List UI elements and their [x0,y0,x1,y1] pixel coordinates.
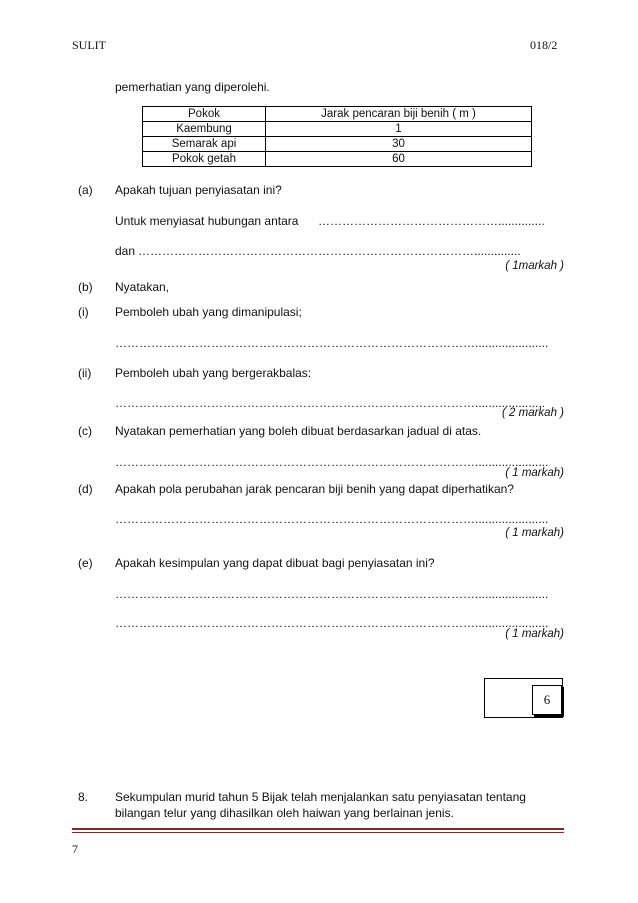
header-right: 018/2 [530,38,558,52]
qb-i-text: Pemboleh ubah yang dimanipulasi; [115,305,302,319]
page-number: 7 [72,842,78,856]
table-cell: 30 [266,137,532,152]
qe-answer-1[interactable]: ………………………………………………………………………………...................... [115,587,549,601]
footer-rule-thin [72,832,564,833]
table-cell: Kaembung [143,122,266,137]
qb-ii-answer[interactable]: ………………………………………………………………………………..................... [115,396,546,410]
qa-line2-prefix: dan [115,244,136,258]
qb-text: Nyatakan, [115,280,170,294]
qd-answer[interactable]: ………………………………………………………………………………...................... [115,512,549,526]
q8-label: 8. [78,790,89,804]
footer-rule [72,828,564,830]
table-header-cell: Pokok [143,107,266,122]
qb-ii-label: (ii) [78,366,92,380]
qd-marks: ( 1 markah) [505,527,564,539]
qb-marks: ( 2 markah ) [502,407,564,419]
qc-text: Nyatakan pemerhatian yang boleh dibuat berdasarkan jadual di atas. [115,424,482,438]
qb-label: (b) [78,280,93,294]
qe-text: Apakah kesimpulan yang dapat dibuat bagi penyiasatan ini? [115,556,435,570]
table-row [143,152,532,167]
qe-label: (e) [78,556,93,570]
table-cell: 60 [266,152,532,167]
table-cell: Semarak api [143,137,266,152]
qb-ii-text: Pemboleh ubah yang bergerakbalas: [115,366,312,380]
intro-text: pemerhatian yang diperolehi. [115,80,270,94]
table-row [143,137,532,152]
header-left: SULIT [72,38,106,52]
qd-text: Apakah pola perubahan jarak pencaran biji benih yang dapat diperhatikan? [115,482,514,496]
qa-line1-answer[interactable]: ……………………………………….............. [318,214,545,228]
qe-marks: ( 1 markah) [505,628,564,640]
qe-answer-2[interactable]: ………………………………………………………………………………...................... [115,616,549,630]
observation-table [142,106,532,167]
qa-text: Apakah tujuan penyiasatan ini? [115,183,282,197]
table-cell: 1 [266,122,532,137]
qd-label: (d) [78,482,93,496]
table-row [143,122,532,137]
qa-marks: ( 1markah ) [505,260,564,272]
qc-marks: ( 1 markah) [505,467,564,479]
qa-label: (a) [78,183,93,197]
qb-i-answer[interactable]: ………………………………………………………………………………...................... [115,336,549,350]
q8-line2: bilangan telur yang dihasilkan oleh haiwan yang berlainan jenis. [115,806,454,820]
qc-answer[interactable]: ………………………………………………………………………………...................... [115,455,549,469]
qb-i-label: (i) [78,305,89,319]
qc-label: (c) [78,424,92,438]
q8-line1: Sekumpulan murid tahun 5 Bijak telah menjalankan satu penyiasatan tentang [115,790,526,804]
score-value: 6 [532,685,562,715]
table-cell: Pokok getah [143,152,266,167]
qa-line1-prefix: Untuk menyiasat hubungan antara [115,214,299,228]
table-header-cell: Jarak pencaran biji benih ( m ) [266,107,532,122]
qa-line2-answer[interactable]: ………………………………………………………………………….............. [138,244,521,258]
table-header-row [143,107,532,122]
